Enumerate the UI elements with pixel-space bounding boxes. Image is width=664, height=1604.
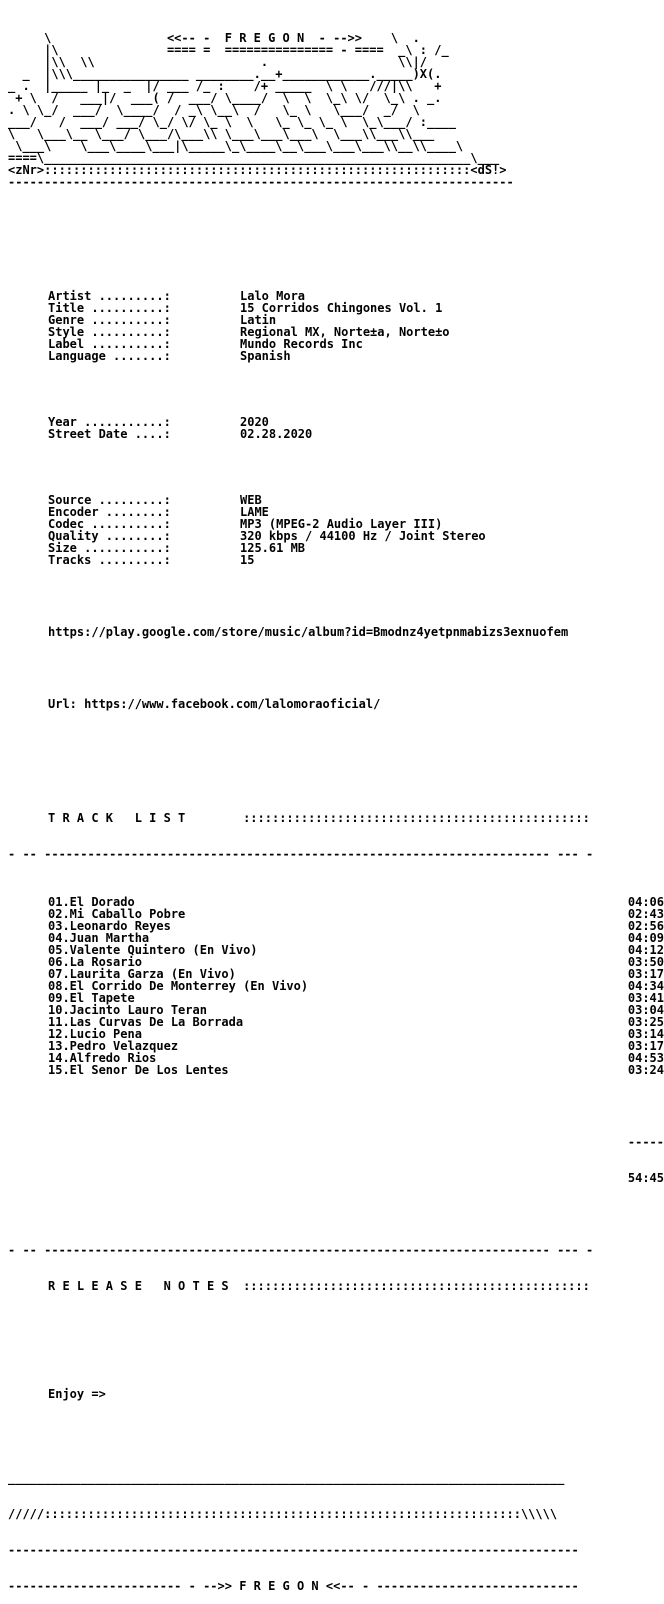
info-label: Size ...........: xyxy=(48,541,171,555)
track-duration: 03:41 xyxy=(627,991,664,1005)
release-notes-separator: - -- ---------------------------------------------------------------------- --- - xyxy=(8,1243,594,1257)
store-url: https://play.google.com/store/music/album?id=Bmodnz4yetpnmabizs3exnuofem xyxy=(48,625,569,639)
banner-line: |\\ \\ . \\|/ xyxy=(8,55,428,69)
footer-rule-colons: /////::::::::::::::::::::::::::::::::::::::::::::::::::::::::::::::::::\\\\\ xyxy=(8,1507,558,1521)
info-label: Artist .........: xyxy=(48,289,171,303)
info-label: Style ..........: xyxy=(48,325,171,339)
info-row xyxy=(48,350,648,362)
track-title: 09.El Tapete xyxy=(48,991,135,1005)
banner-line: . \ \_/ ___/ \____/ / _\ \__\ / \_ \ \___/ _/ \ xyxy=(8,103,420,117)
banner-line: _ |\\\________________ ________.__+____________._____)X(. xyxy=(8,67,442,81)
banner-line: |\ ==== = =============== - ==== _\ : /_ xyxy=(8,43,449,57)
info-label: Source .........: xyxy=(48,493,171,507)
banner-line: _ . |_____ |_ _ |/ ___ /_ : /+ _____ \ \ ///|\\ + xyxy=(8,79,442,93)
footer-rule-top: _____________________________________________________________________________ xyxy=(8,1471,565,1485)
footer-signature: ------------------------ - -->> F R E G O N <<-- - ---------------------------- xyxy=(8,1579,579,1593)
banner-line: \ <<-- - F R E G O N - -->> \ . xyxy=(8,31,420,45)
info-value: MP3 (MPEG-2 Audio Layer III) xyxy=(240,517,443,531)
info-label: Tracks .........: xyxy=(48,553,171,567)
track-title: 04.Juan Martha xyxy=(48,931,150,945)
track-duration: 03:04 xyxy=(627,1003,664,1017)
total-rule: ----- xyxy=(627,1135,664,1149)
banner-line: \ \___\__ \___/ \___/\___\\ \___\___\___\ \___\\___\\___ xyxy=(8,127,435,141)
info-value: 125.61 MB xyxy=(240,541,306,555)
ascii-banner xyxy=(8,32,648,188)
tracklist-separator: - -- ---------------------------------------------------------------------- --- - xyxy=(8,847,594,861)
banner-line: ___/ / ___/ ___/ \_/ \/ \_ \ \ \_ \_ \_ \ \_\___/ :____ xyxy=(8,115,456,129)
info-label: Genre ..........: xyxy=(48,313,171,327)
track-title: 01.El Dorado xyxy=(48,895,135,909)
track-title: 03.Leonardo Reyes xyxy=(48,919,171,933)
track-title: 12.Lucio Pena xyxy=(48,1027,142,1041)
info-label: Codec ..........: xyxy=(48,517,171,531)
track-row xyxy=(48,1064,664,1076)
banner-line: ---------------------------------------------------------------------- xyxy=(8,175,514,189)
total-duration: 54:45 xyxy=(627,1171,664,1185)
info-label: Language .......: xyxy=(48,349,171,363)
track-title: 06.La Rosario xyxy=(48,955,142,969)
info-group-date xyxy=(48,416,648,440)
track-duration: 04:12 xyxy=(627,943,664,957)
info-value: WEB xyxy=(240,493,262,507)
info-value: 2020 xyxy=(240,415,269,429)
track-duration: 03:17 xyxy=(627,1039,664,1053)
info-value: 15 xyxy=(240,553,255,567)
track-duration: 04:06 xyxy=(627,895,664,909)
info-value: Mundo Records Inc xyxy=(240,337,363,351)
info-value: LAME xyxy=(240,505,269,519)
tracklist-header: T R A C K L I S T :::::::::::::::::::::::::::::::::::::::::::::::: xyxy=(48,811,590,825)
track-duration: 02:56 xyxy=(627,919,664,933)
track-title: 13.Pedro Velazquez xyxy=(48,1039,179,1053)
track-title: 11.Las Curvas De La Borrada xyxy=(48,1015,244,1029)
track-list xyxy=(8,895,664,1077)
info-value: 15 Corridos Chingones Vol. 1 xyxy=(240,301,443,315)
release-info xyxy=(8,266,648,734)
track-row xyxy=(48,980,664,992)
info-group-tech xyxy=(48,494,648,566)
track-duration: 02:43 xyxy=(627,907,664,921)
release-notes-body: Enjoy => xyxy=(48,1387,106,1401)
info-label: Year ...........: xyxy=(48,415,171,429)
track-title: 05.Valente Quintero (En Vivo) xyxy=(48,943,258,957)
banner-line: + \ / ___|/ ___( / ___/ \____/ \ \ \_\ \/ \_\ . _. xyxy=(8,91,442,105)
facebook-url: Url: https://www.facebook.com/lalomoraoficial/ xyxy=(48,697,381,711)
track-duration: 03:24 xyxy=(627,1063,664,1077)
info-label: Quality ........: xyxy=(48,529,171,543)
info-label: Encoder ........: xyxy=(48,505,171,519)
track-duration: 03:50 xyxy=(627,955,664,969)
track-title: 07.Laurita Garza (En Vivo) xyxy=(48,967,236,981)
info-value: 02.28.2020 xyxy=(240,427,313,441)
track-duration: 04:34 xyxy=(627,979,664,993)
track-duration: 03:17 xyxy=(627,967,664,981)
info-group-main xyxy=(48,290,648,362)
info-value: Regional MX, Norte±a, Norte±o xyxy=(240,325,450,339)
track-duration: 04:09 xyxy=(627,931,664,945)
banner-line: \___\ \___\____\___|\_____\_\____\__\___\___\___\\__\\____\ xyxy=(8,139,464,153)
track-duration: 04:53 xyxy=(627,1051,664,1065)
info-value: Spanish xyxy=(240,349,291,363)
track-title: 02.Mi Caballo Pobre xyxy=(48,907,186,921)
info-label: Label ..........: xyxy=(48,337,171,351)
footer-rule-dashes: ------------------------------------------------------------------------------- xyxy=(8,1543,579,1557)
track-duration: 03:25 xyxy=(627,1015,664,1029)
release-notes-header: R E L E A S E N O T E S :::::::::::::::::::::::::::::::::::::::::::::::: xyxy=(48,1279,590,1293)
info-row xyxy=(48,554,648,566)
banner-line: <zNr>:::::::::::::::::::::::::::::::::::::::::::::::::::::::::::<dS!> xyxy=(8,163,507,177)
info-label: Street Date ....: xyxy=(48,427,171,441)
track-title: 08.El Corrido De Monterrey (En Vivo) xyxy=(48,979,309,993)
track-title: 14.Alfredo Rios xyxy=(48,1051,157,1065)
track-duration: 03:14 xyxy=(627,1027,664,1041)
track-title: 10.Jacinto Lauro Teran xyxy=(48,1003,207,1017)
track-title: 15.El Senor De Los Lentes xyxy=(48,1063,229,1077)
banner-line: ====\___________________________________________________________\___ xyxy=(8,151,500,165)
info-value: 320 kbps / 44100 Hz / Joint Stereo xyxy=(240,529,486,543)
info-value: Lalo Mora xyxy=(240,289,306,303)
info-label: Title ..........: xyxy=(48,301,171,315)
info-row xyxy=(48,428,648,440)
info-value: Latin xyxy=(240,313,277,327)
